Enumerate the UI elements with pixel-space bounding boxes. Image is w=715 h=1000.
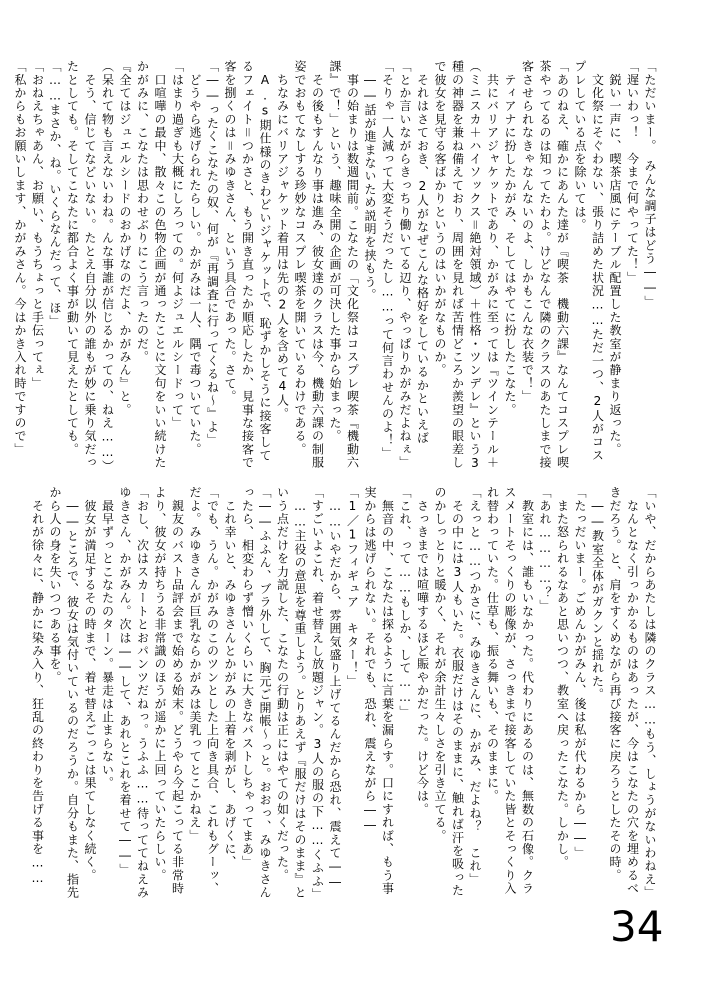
paragraph: 鋭い一声に、喫茶店風にテーブル配置した教室が静まり返った。 <box>608 60 622 456</box>
paragraph: 「遅いわっ！ 今まで何やってた！」 <box>625 60 640 285</box>
paragraph: 教室には、誰もいなかった。代わりにあるのは、無数の石像。クラスメートそっくりの彫像が、さっきまで接客していた皆とそっくり入れ替わっていた。仕草も、振る舞いも、そのままに。 <box>485 486 535 896</box>
paragraph: 「とか言いながらきっちり働いてる辺り、やっぱりかがみだよねぇ」 <box>398 60 412 470</box>
paragraph: どうやら逃げられたらしい。かがみは一人、隅で毒ついていた。 <box>188 60 202 456</box>
paragraph: 「ただいまー。 みんな調子はどう――」 <box>643 60 657 309</box>
paragraph: 「はまり過ぎも大概にしろっての。何よジュエルシードって」 <box>170 60 185 430</box>
paragraph: 「これ、って……もしか、して……」 <box>398 486 412 719</box>
paragraph: ティアナに扮したかがみ、そしてはやてに扮したこなた。 <box>503 60 517 417</box>
paragraph: 最早ずっとこなたのターン。暴走は止まらない。 <box>100 486 115 790</box>
paragraph: A.s期仕様のきわどいジャケットで、恥ずかしそうに接客してるフェイト＝つかさと、もう開き直ったか順応したか、見事な接客で客を捌くのは＝みゆきさん、という具合であった。さて。 <box>223 60 272 470</box>
paragraph: （呆れて物も言えないわね。んな事誰が信じるかっての、ねえ……） <box>100 60 115 474</box>
paragraph: 「あのねえ、確かにあんた達が『喫茶 機動六課』なんてコスプレ喫茶やってるのは知ってたわよ。けどなんで隣のクラスのあたしまで接客させられなきゃなんないのよ、しかもこんな衣装で！」 <box>520 60 570 470</box>
paragraph: 「あれ…………？」 <box>538 486 552 613</box>
paragraph: また怒られるなあと思いつつ、教室へ戻ったこなた。しかし。 <box>555 486 570 869</box>
paragraph: 事の始まりは数週間前。こなたの「文化祭はコスプレ喫茶『機動六課』で！」という、趣味全開の企画が可決した事から始まった。 <box>328 60 360 470</box>
paragraph: なんとなく引っかかるものはあったが、今はこなたの穴を埋めるべきだろう。と、肩をすくめながら再び接客に戻ろうとしたその時。 <box>608 486 640 896</box>
paragraph: ……いやだから、雰囲気盛り上げてるんだから恐れ、震えて―― <box>328 486 342 890</box>
paragraph: 「そりゃ一人減って大変そうだったし……って何言わせんのよ！」 <box>380 60 395 460</box>
paragraph: 共にバリアジャケットであり、かがみに至っては『ツインテール＋（ミニスカ＋ハイソックス＝絶対領域）＋性格・ツンデレ』という3種の神器を兼ね備えており、周囲を見れば苦情どころか羨望の眼差しで彼女を見守る客ばかりというのはいかがなものか。 <box>433 60 500 472</box>
paragraph: 「でも、うん。かがみのこのツンとした上向き具合、これもグーッ、だよ。みゆきさんが巨乳ならかがみは美乳ってとこかねえ」 <box>188 486 220 896</box>
paragraph: 彼女が満足するその時まで、着せ替えごっこは果てしなく続く。 <box>83 486 97 882</box>
paragraph: ――話が進まないため説明を挟もう。 <box>363 60 377 302</box>
paragraph: 文化祭にそぐわない、張り詰めた状況……ただ一つ、2人がコスプレしている点を除いては。 <box>573 60 605 462</box>
paragraph: ……主役の意思を尊重しよう。とりあえず『服だけはそのまま』という点だけを力説した、こなたの行動は正にはやての如くだった。 <box>275 486 307 900</box>
paragraph: 口喧嘩の最中、散々この色物企画が通ったことに文句をいい続けたかがみに、こなたは思わせぶりにこう言ったのだ。 <box>135 60 167 470</box>
text-block-bottom <box>28 486 658 900</box>
paragraph: 無音の中、こなたは探るように言葉を漏らす。口にすれば、もう事実からは逃げられない。それでも、恐れ、震えながら―― <box>363 486 395 896</box>
paragraph: ――教室全体がガクンと揺れた。 <box>590 486 605 702</box>
paragraph: 「――ったくこなたの奴、何が『再調査に行ってくるね〜』よ」 <box>205 60 220 447</box>
paragraph: 「1／1フィギュア キター！」 <box>345 486 360 688</box>
paragraph: 親友のバスト品評会まで始める始末。どうやら今起こってる非常時より、彼女が持ちうる非常識のほうが遥かに上回っていたらしい。 <box>153 486 185 896</box>
paragraph: それが徐々に、静かに染み入り、狂乱の終わりを告げる事を…… <box>30 486 45 886</box>
paragraph: 「すごいよこれ、着せ替えし放題ジャン。3人の服の下……くふふ」 <box>310 486 325 902</box>
paragraph: ちなみにバリアジャケット着用は先の2人を含めて4人。 <box>275 60 290 421</box>
paragraph: 「たっだいまー。ごめんかがみん、後は私が代わるから――」 <box>573 486 587 860</box>
paragraph: 「いや、だからあたしは隣のクラス……もう、しょうがないわねえ」 <box>643 486 657 900</box>
paragraph: その後もすんなり事は進み、彼女達のクラスは今、機動六課の制服姿でおもてなしする珍妙なコスプレ喫茶を開いているわけである。 <box>293 60 325 470</box>
paragraph: そう、信じてなどいない。たとえ自分以外の誰もが妙に乗り気だったとしても。そしてこなたに都合よく事が動いて見えたとしても。 <box>65 60 97 470</box>
paragraph: それはさておき、2人がなぜこんな格好をしているかといえば <box>415 60 430 445</box>
paragraph: その中には3人もいた。衣服だけはそのままに、触れば汗を吸ったのかしっとりと暖かく、それが余計生々しさを引き立てる。 <box>433 486 465 898</box>
paragraph: ――ところで、彼女は気付いているのだろうか。自分もまた、指先から人の身を失いつつある事を。 <box>48 486 80 900</box>
text-block-top <box>11 60 659 472</box>
page-number: 34 <box>610 902 664 951</box>
paragraph: 「えっと……つかさに、みゆきさんに、かがみ、だよね？ これ」 <box>468 486 482 886</box>
paragraph: 「おし、次はスカートとおパンツだねっ。うふふ……待っててねえみゆきさん、かがみん。次は――して、あれとこれを着せて――」 <box>118 486 150 900</box>
paragraph: これ幸いと、みゆきさんとかがみの上着を剥がし、あげくに、 <box>223 486 237 869</box>
paragraph: さっきまでは喧嘩するほど賑やかだった。けど今は。 <box>415 486 430 816</box>
paragraph: 「……まさか、ね。いくらなんだって、ほ」 <box>48 60 62 328</box>
paragraph: 「――ふふん、ブラ外して、胸元ご開帳〜っと。おおっ、みゆきさんったら、相変わらず憎いくらいに大きなバストしちゃってまあ」 <box>240 486 272 900</box>
paragraph: 「おねえちゃあん、お願い、もうちょっと手伝ってぇ」 <box>30 60 45 390</box>
paragraph: 『全てはジュエルシードのおかげなのだよ、かがみん』と。 <box>118 60 132 417</box>
paragraph: 「私からもお願いします、かがみさん。今はかき入れ時ですので」 <box>13 60 27 456</box>
